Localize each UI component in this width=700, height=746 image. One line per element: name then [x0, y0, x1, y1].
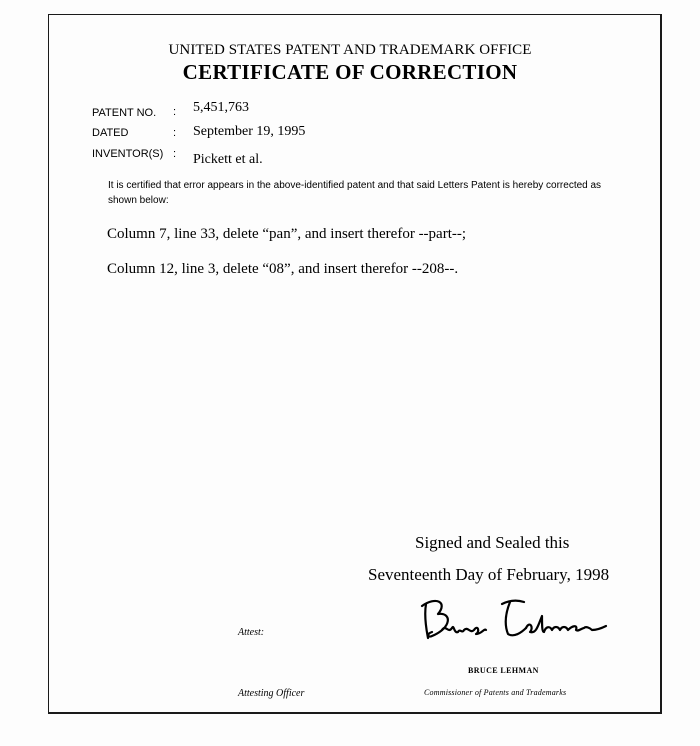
patent-no-colon: :	[173, 106, 177, 118]
office-heading: UNITED STATES PATENT AND TRADEMARK OFFICE	[168, 42, 532, 58]
certification-statement: It is certified that error appears in the above-identified patent and that said Letters Patent is hereby corrected as shown below:	[108, 180, 602, 206]
correction-item: Column 12, line 3, delete “08”, and insert therefor --208--.	[107, 261, 459, 277]
inventor-colon: :	[173, 148, 177, 160]
dated-label: DATED	[92, 127, 129, 139]
attest-label: Attest:	[238, 627, 265, 638]
correction-item: Column 7, line 33, delete “pan”, and insert therefor --part--;	[107, 226, 467, 242]
inventor-label: INVENTOR(S)	[92, 148, 164, 160]
signer-name: BRUCE LEHMAN	[468, 666, 539, 675]
attesting-officer-label: Attesting Officer	[238, 688, 305, 699]
handwritten-signature	[418, 594, 608, 646]
inventor-value: Pickett et al.	[193, 152, 263, 167]
patent-no-value: 5,451,763	[193, 100, 249, 115]
signed-sealed-line: Signed and Sealed this	[415, 533, 570, 552]
patent-no-label: PATENT NO.	[92, 107, 157, 119]
dated-value: September 19, 1995	[193, 124, 306, 139]
dated-colon: :	[173, 127, 177, 139]
commissioner-title: Commissioner of Patents and Trademarks	[424, 688, 567, 697]
certificate-title: CERTIFICATE OF CORRECTION	[182, 60, 518, 84]
signing-date-line: Seventeenth Day of February, 1998	[368, 565, 610, 584]
